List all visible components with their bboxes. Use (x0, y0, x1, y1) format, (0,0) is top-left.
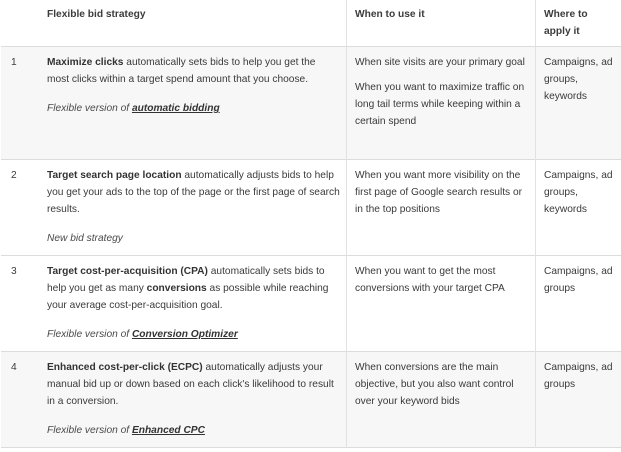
conversions-term: conversions (146, 283, 207, 294)
strategy-cell (39, 160, 347, 256)
header-when: When to use it (347, 0, 536, 47)
version-note (47, 230, 340, 247)
strategy-desc-text: automatically adjusts bids to help you get your ads to the top of the page or the first page of search results. (47, 170, 340, 215)
table-row (1, 352, 621, 448)
version-link-automatic-bidding[interactable]: automatic bidding (131, 103, 220, 114)
strategy-description (47, 263, 340, 314)
when-cell (347, 47, 536, 160)
header-number (1, 0, 39, 47)
where-text: Campaigns, ad groups, keywords (544, 57, 613, 102)
version-note (47, 100, 340, 117)
where-text: Campaigns, ad groups (544, 362, 613, 390)
where-cell (536, 160, 621, 256)
when-cell (347, 256, 536, 352)
version-note-prefix: New bid strategy (47, 233, 123, 244)
table-header-row (1, 0, 621, 47)
row-number: 4 (1, 352, 39, 448)
strategy-desc-text-after: as possible while reaching your average cost-per-acquisition goal. (47, 283, 329, 311)
strategy-name: Target cost-per-acquisition (CPA) (47, 266, 208, 277)
where-text: Campaigns, ad groups (544, 266, 613, 294)
version-note (47, 326, 340, 343)
strategy-name: Maximize clicks (47, 57, 124, 68)
row-number: 3 (11, 266, 17, 277)
table-row (1, 47, 621, 160)
strategy-cell (39, 352, 347, 448)
version-note-prefix: Flexible version of (47, 329, 132, 340)
strategy-cell (39, 256, 347, 352)
bid-strategy-table (1, 0, 621, 448)
header-strategy: Flexible bid strategy (39, 0, 347, 47)
when-cell (347, 160, 536, 256)
when-text: When you want to get the most conversions with your target CPA (355, 266, 505, 294)
row-number: 1 (1, 47, 39, 160)
strategy-description (47, 167, 340, 218)
when-text: When site visits are your primary goal (355, 57, 525, 68)
version-note-prefix: Flexible version of (47, 425, 132, 436)
table-row (1, 256, 621, 352)
version-note (47, 422, 340, 439)
where-cell (536, 352, 621, 448)
strategy-desc-text: automatically adjusts your manual bid up or down based on each click's likelihood to result in a conversion. (47, 362, 334, 407)
when-cell (347, 352, 536, 448)
header-where: Where to apply it (536, 0, 621, 47)
row-number: 2 (11, 170, 17, 181)
strategy-cell (39, 47, 347, 160)
strategy-desc-text: automatically sets bids to help you get as many (47, 266, 325, 294)
strategy-description (47, 359, 340, 410)
where-cell (536, 256, 621, 352)
version-link-conversion-optimizer[interactable]: Conversion Optimizer (131, 329, 238, 340)
where-text: Campaigns, ad groups, keywords (544, 170, 613, 215)
when-text: When you want to maximize traffic on long tail terms while keeping within a certain spend (355, 82, 525, 127)
where-cell (536, 47, 621, 160)
strategy-description (47, 54, 340, 88)
when-text: When you want more visibility on the first page of Google search results or in the top positions (355, 170, 523, 215)
version-note-prefix: Flexible version of (47, 103, 132, 114)
version-link-enhanced-cpc[interactable]: Enhanced CPC (131, 425, 205, 436)
strategy-name: Enhanced cost-per-click (ECPC) (47, 362, 203, 373)
table-row (1, 160, 621, 256)
strategy-name: Target search page location (47, 170, 182, 181)
strategy-desc-text: automatically sets bids to help you get the most clicks within a target spend amount that you choose. (47, 57, 316, 85)
when-text: When conversions are the main objective, but you also want control over your keyword bids (355, 362, 514, 407)
